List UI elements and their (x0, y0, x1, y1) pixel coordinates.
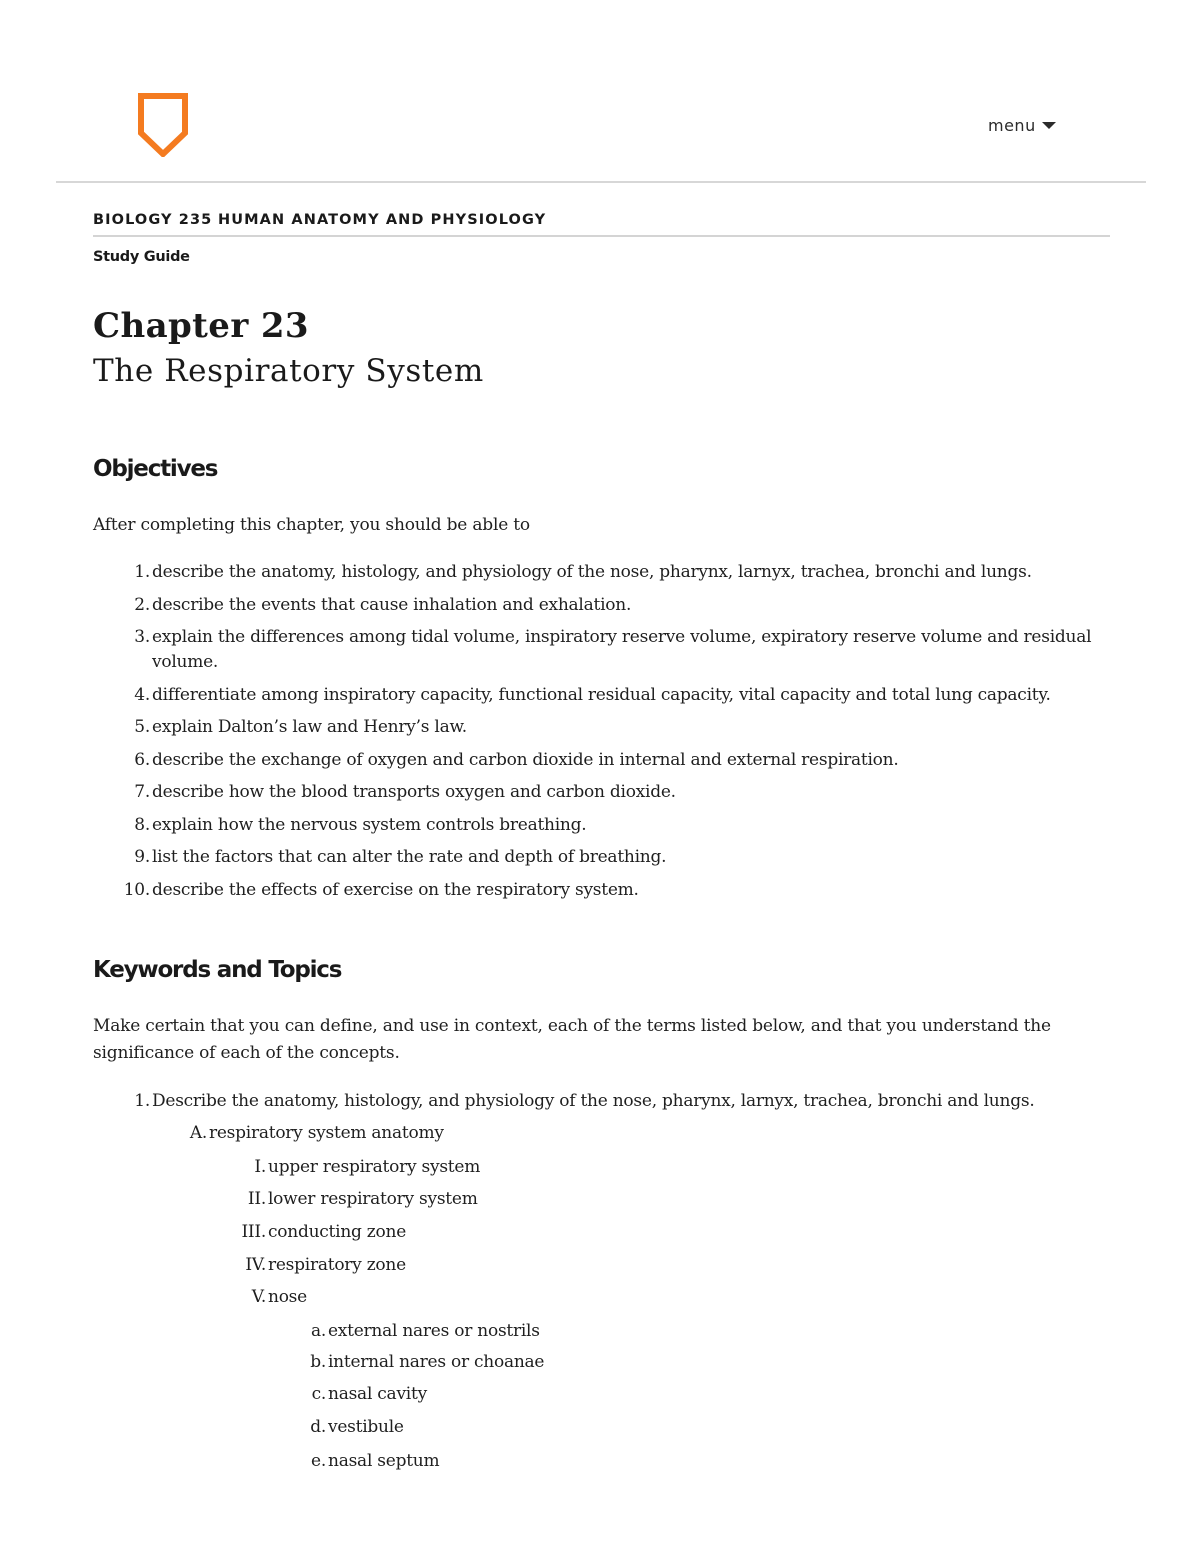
menu-label: menu (988, 115, 1036, 135)
keyword-roman-item (241, 1220, 407, 1245)
item-number: 6. (134, 749, 150, 770)
keyword-roman-item (254, 1155, 481, 1180)
keyword-roman-item (251, 1285, 307, 1310)
item-mark: b. (310, 1352, 326, 1372)
menu-button[interactable] (988, 114, 1056, 136)
list-item (0, 748, 1120, 773)
keyword-letter-item (310, 1350, 545, 1375)
item-text: nasal septum (328, 1451, 440, 1471)
item-mark: c. (311, 1384, 326, 1404)
item-number: 2. (134, 594, 150, 615)
item-text: respiratory system anatomy (209, 1123, 444, 1143)
keywords-heading: Keywords and Topics (93, 957, 342, 983)
site-header (0, 0, 1200, 183)
keywords-intro: Make certain that you can define, and use in context, each of the terms listed below, and that you understand the significance of each of the concepts. (93, 1016, 1051, 1063)
item-text: describe the anatomy, histology, and physiology of the nose, pharynx, larnyx, trachea, bronchi and lungs. (152, 562, 1032, 582)
list-item (0, 845, 1120, 870)
list-item (0, 625, 1120, 675)
course-name: HUMAN ANATOMY AND PHYSIOLOGY (218, 212, 547, 228)
item-text: conducting zone (268, 1222, 407, 1242)
item-text: nose (268, 1287, 307, 1307)
document-type: Study Guide (93, 249, 190, 265)
list-item (0, 878, 1120, 903)
item-mark: a. (310, 1321, 326, 1341)
list-item (0, 593, 1120, 618)
header-divider (56, 181, 1146, 183)
item-mark: e. (311, 1451, 326, 1471)
caret-down-icon (1042, 121, 1056, 130)
keyword-letter-item (310, 1319, 540, 1344)
keyword-roman-item (247, 1187, 478, 1212)
item-number: 1. (134, 1091, 150, 1111)
item-text: describe the exchange of oxygen and carbon dioxide in internal and external respiration. (152, 749, 899, 770)
list-item (0, 683, 1120, 708)
item-mark: IV. (245, 1255, 266, 1275)
list-item (0, 560, 1120, 585)
chapter-title: The Respiratory System (93, 353, 484, 389)
item-text: Describe the anatomy, histology, and physiology of the nose, pharynx, larnyx, trachea, bronchi and lungs. (152, 1091, 1035, 1111)
keyword-letter-item (310, 1415, 404, 1440)
item-mark: V. (251, 1287, 266, 1307)
item-number: 3. (134, 627, 150, 647)
list-item (0, 715, 1120, 740)
item-number: 4. (134, 684, 150, 705)
item-mark: A. (189, 1123, 207, 1143)
item-number: 9. (134, 847, 150, 867)
item-number: 8. (134, 814, 150, 835)
item-text: internal nares or choanae (328, 1352, 545, 1372)
item-mark: III. (241, 1222, 266, 1242)
chapter-number: Chapter 23 (93, 306, 309, 346)
item-text: explain Dalton’s law and Henry’s law. (152, 717, 467, 737)
item-number: 5. (134, 717, 150, 737)
course-title (93, 212, 1110, 237)
objectives-intro: After completing this chapter, you should be able to (93, 515, 530, 535)
keyword-topic-1 (134, 1089, 1035, 1114)
item-number: 7. (134, 782, 150, 802)
item-text: describe the effects of exercise on the respiratory system. (152, 879, 639, 900)
item-text: explain the differences among tidal volume, inspiratory reserve volume, expiratory reserve volume and residual volume. (152, 627, 1092, 672)
item-number: 1. (134, 562, 150, 582)
objectives-heading: Objectives (93, 456, 218, 482)
item-mark: d. (310, 1417, 326, 1437)
keyword-subtopic-a (189, 1121, 444, 1146)
item-text: nasal cavity (328, 1384, 427, 1404)
list-item (0, 780, 1120, 805)
list-item (0, 813, 1120, 838)
keyword-roman-item (245, 1253, 406, 1278)
shield-icon[interactable] (138, 93, 188, 157)
item-text: respiratory zone (268, 1255, 406, 1275)
item-text: differentiate among inspiratory capacity, functional residual capacity, vital capacity and total lung capacity. (152, 684, 1051, 705)
item-text: external nares or nostrils (328, 1321, 540, 1341)
item-text: vestibule (328, 1417, 404, 1437)
item-number: 10. (123, 879, 150, 900)
item-text: lower respiratory system (268, 1189, 478, 1209)
item-text: describe how the blood transports oxygen and carbon dioxide. (152, 782, 676, 802)
objectives-list (0, 560, 1120, 910)
course-code: BIOLOGY 235 (93, 212, 213, 228)
item-mark: II. (247, 1189, 266, 1209)
keyword-letter-item (311, 1449, 440, 1474)
item-mark: I. (254, 1157, 266, 1177)
item-text: explain how the nervous system controls breathing. (152, 814, 587, 835)
item-text: describe the events that cause inhalation and exhalation. (152, 594, 632, 615)
item-text: upper respiratory system (268, 1157, 481, 1177)
item-text: list the factors that can alter the rate and depth of breathing. (152, 847, 667, 867)
keyword-letter-item (311, 1382, 427, 1407)
